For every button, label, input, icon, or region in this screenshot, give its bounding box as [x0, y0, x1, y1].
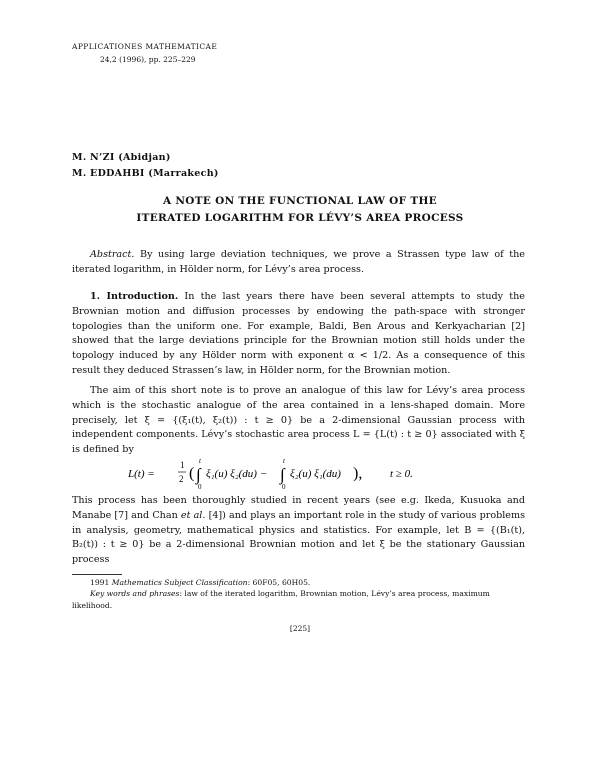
keywords-text: : law of the iterated logarithm, Brownian motion, Lévy’s area process, maximum likelihood. [72, 589, 490, 610]
eq-lhs: L(t) = [128, 468, 155, 480]
footnote-msc [72, 577, 525, 589]
eq-upper-limit-1: t [199, 457, 201, 465]
eq-open-paren: ( [189, 465, 195, 482]
abstract-text: By using large deviation techniques, we prove a Strassen type law of the iterated logarithm, in Hölder norm, for Lévy’s area process. [72, 249, 525, 275]
msc-codes: : 60F05, 60H05. [247, 578, 311, 587]
author-1: M. N’ZI (Abidjan) [72, 152, 171, 163]
eq-integral-1: ∫ [196, 465, 201, 484]
title-line-1: A NOTE ON THE FUNCTIONAL LAW OF THE [163, 195, 437, 207]
page-number: [225] [289, 624, 311, 633]
eq-half-den: 2 [179, 474, 184, 484]
msc-label: Mathematics Subject Classification [111, 578, 248, 587]
introduction-paragraph-2: The aim of this short note is to prove an analogue of this law for Lévy’s area process which is the stochastic analogue of the area contained in a lens-shaped domain. More precisely, let ξ = {(ξ₁(t), ξ₂(t)) : t ≥ 0} be a 2-dimensional Gaussian process with independent components. Lévy’s stochastic area process L = {L(t) : t ≥ 0} associated with ξ is defined by [72, 385, 525, 456]
title-line-2: ITERATED LOGARITHM FOR LÉVY’S AREA PROCESS [136, 212, 464, 224]
author-2: M. EDDAHBI (Marrakech) [72, 168, 219, 179]
journal-name: APPLICATIONES MATHEMATICAE [72, 42, 218, 51]
volume-info: 24,2 (1996), pp. 225–229 [100, 55, 196, 64]
eq-integral-2: ∫ [280, 465, 285, 484]
eq-lower-limit-1: 0 [198, 483, 202, 490]
eq-integrand-1: ξ₁(u) ξ₂(du) − [206, 468, 268, 480]
introduction-paragraph-3 [72, 494, 525, 568]
abstract [72, 248, 525, 278]
eq-close-paren: ), [353, 465, 363, 482]
intro-text-etal: et al. [180, 509, 206, 521]
intro-text-3b: [4]) and plays an important role in the study of various problems in analysis, geometry, mathematical physics and statistics. For example, let B = {(B₁(t), B₂(t)) : t ≥ 0} be a 2-dimensional Brownian motion and let ξ be the stationary Gaussian process [72, 509, 526, 566]
msc-year: 1991 [90, 578, 110, 587]
footnote-keywords [72, 588, 525, 611]
eq-half-num: 1 [180, 460, 185, 470]
section-heading: 1. Introduction. [90, 291, 179, 302]
abstract-label: Abstract. [90, 249, 135, 260]
intro-text-1: In the last years there have been several attempts to study the Brownian motion and diffusion processes by endowing the path-space with stronger topologies than the uniform one. For example, Baldi, Ben Arous and Kerkyacharian [2] showed that the large deviations principle for the Brownian motion still holds under the topology induced by any Hölder norm with exponent α < 1/2. As a consequence of this result they deduced Strassen’s law, in Hölder norm, for the Brownian motion. [72, 291, 525, 376]
footnote-rule [72, 574, 122, 575]
eq-condition: t ≥ 0. [390, 468, 413, 480]
keywords-label: Key words and phrases [90, 589, 180, 598]
eq-integrand-2: ξ₂(u) ξ₁(du) [290, 468, 341, 480]
levy-area-equation [100, 456, 500, 490]
eq-upper-limit-2: t [283, 457, 285, 465]
eq-lower-limit-2: 0 [282, 483, 286, 490]
intro-text-3a: This process has been thoroughly studied in recent years (see e.g. Ikeda, Kusuoka and Manabe [7] and Chan [72, 495, 525, 521]
introduction-paragraph-1 [72, 290, 525, 379]
